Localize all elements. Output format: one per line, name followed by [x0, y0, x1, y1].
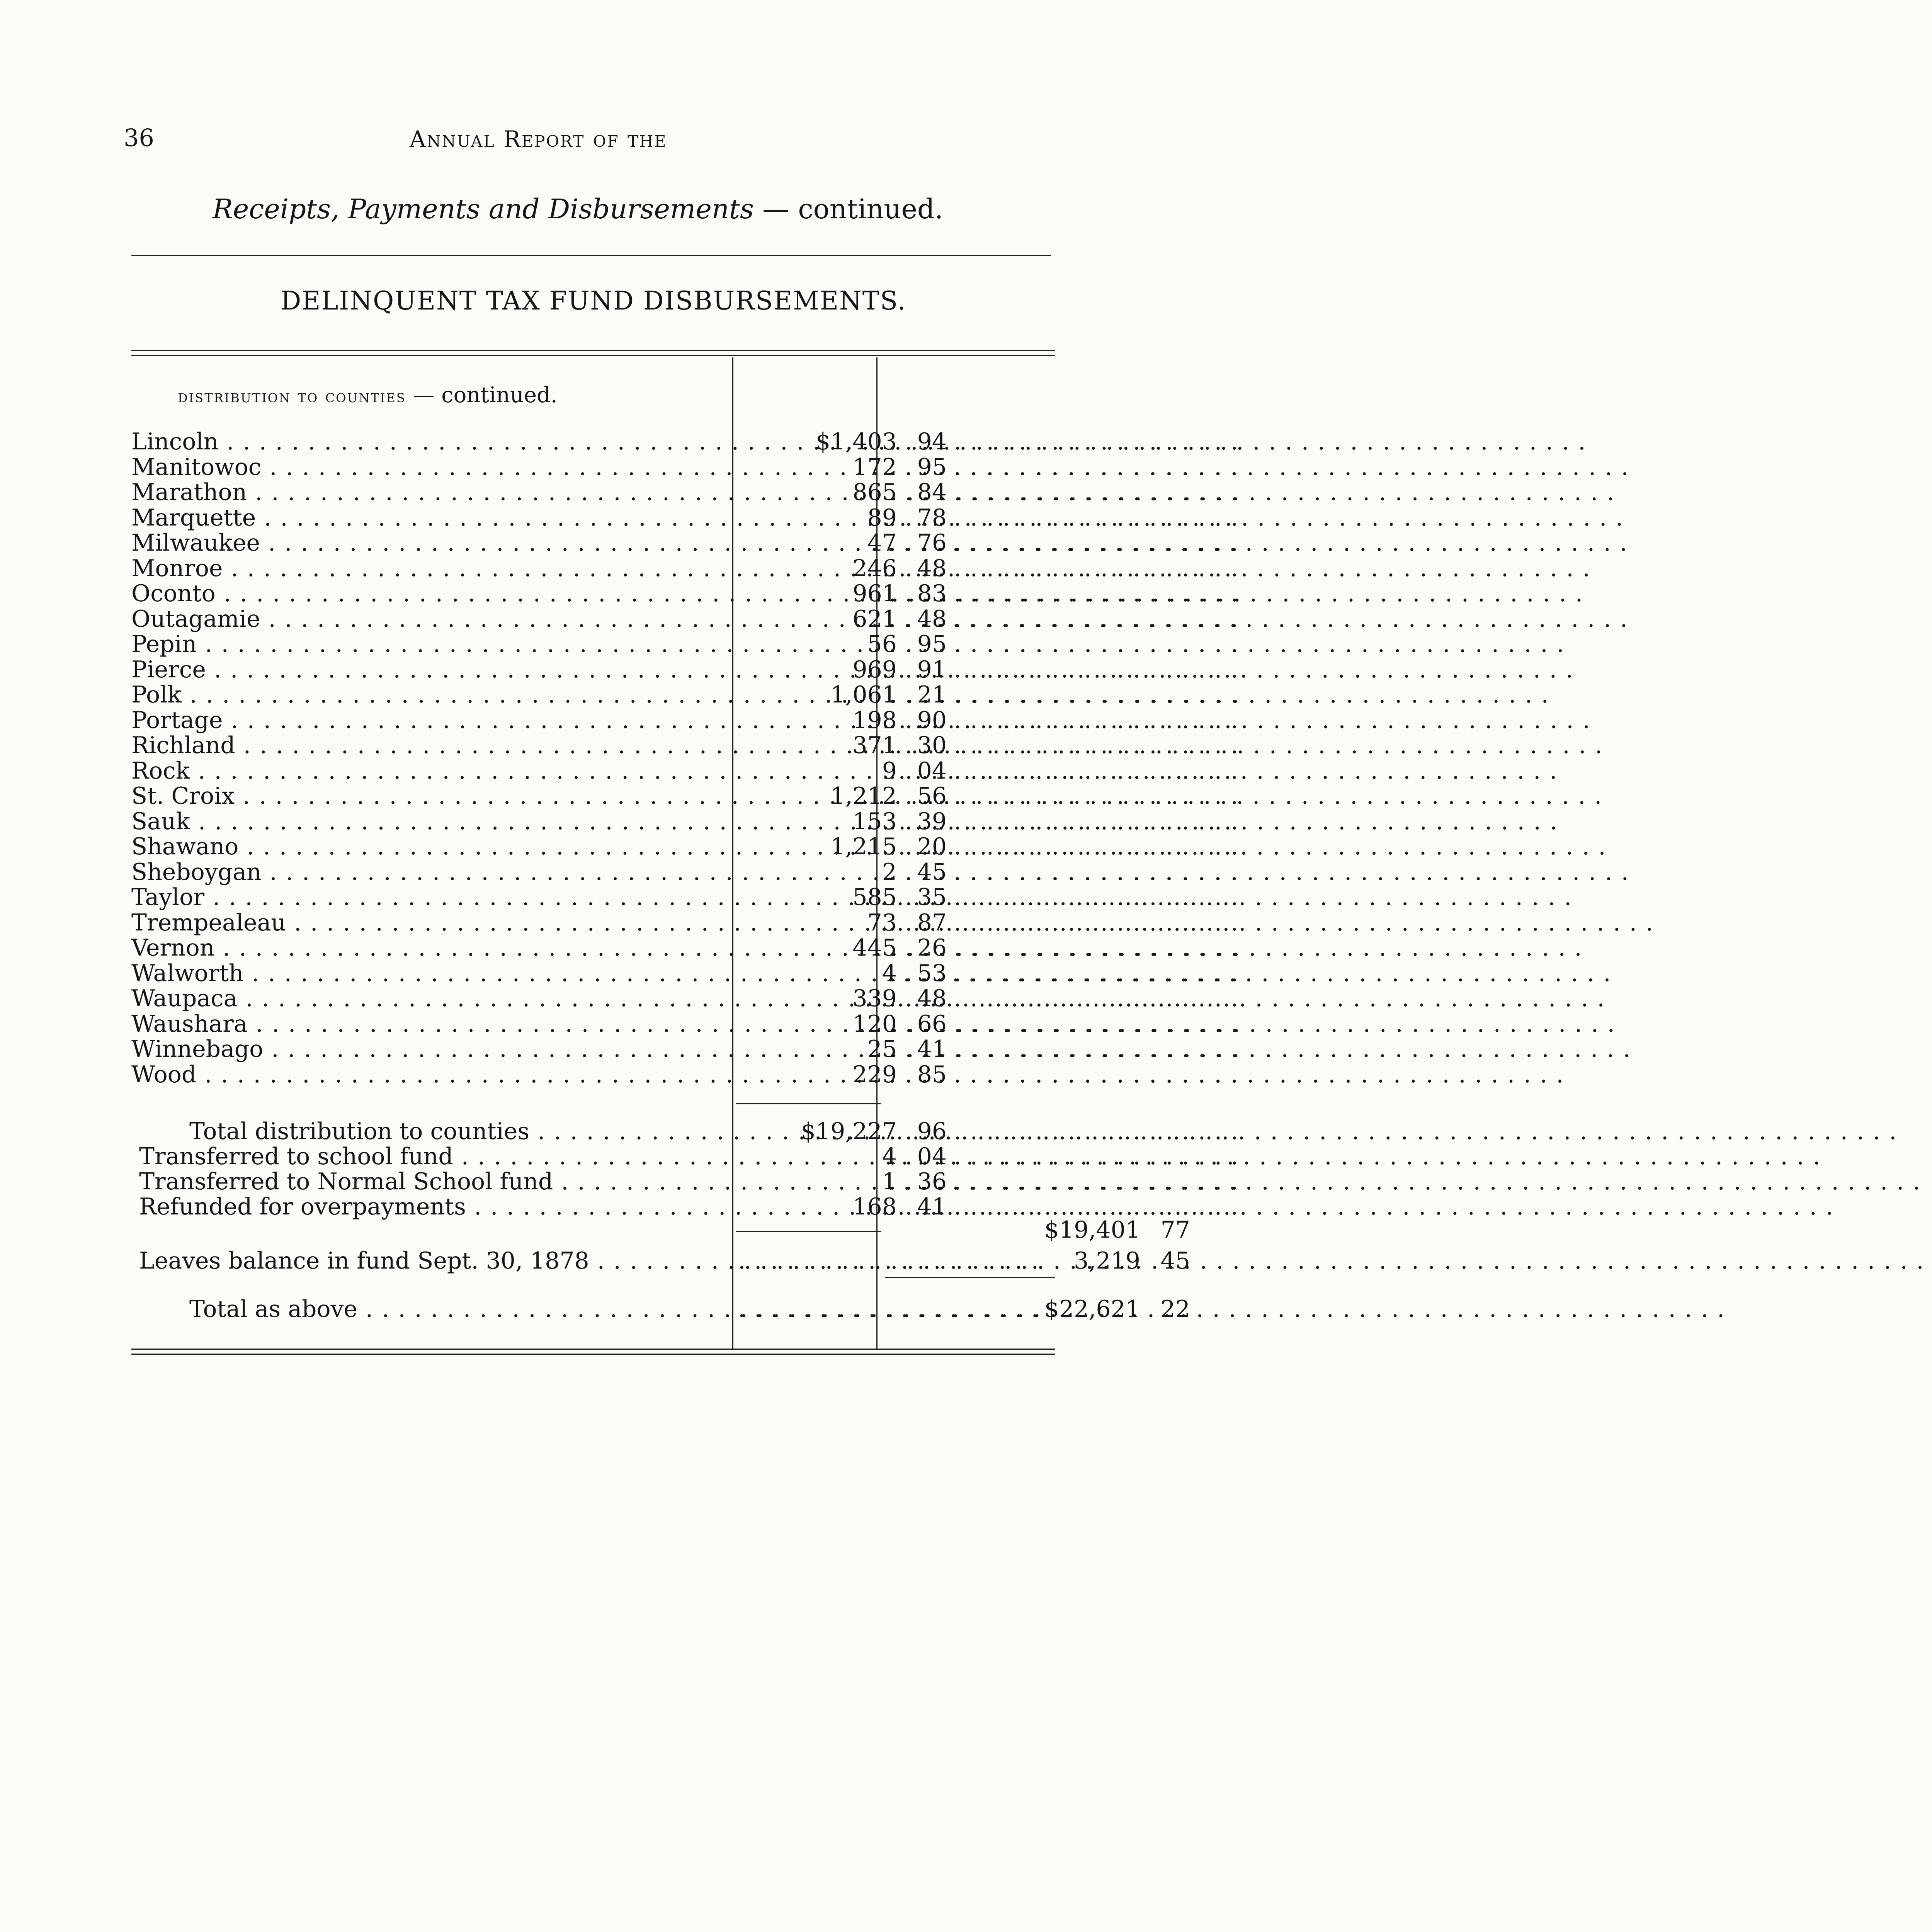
leader-dots: [889, 1119, 1051, 1144]
amount-cents: 66: [917, 1010, 947, 1037]
amount-dollars: $1,403: [815, 428, 897, 455]
county-name: Waushara . . .: [131, 1011, 715, 1037]
amount-dollars: 2: [882, 858, 897, 886]
grand-total-row: [131, 1296, 1190, 1323]
amount-cents: 96: [917, 1118, 947, 1145]
subtotal-row: [131, 1216, 1190, 1243]
county-name: Oconto . . .: [131, 581, 715, 606]
leader-dots: [889, 454, 1051, 480]
leader-dots: [889, 733, 1051, 758]
county-name: Refunded for overpayments . . .: [139, 1194, 715, 1219]
amount-cents: 04: [917, 1143, 947, 1170]
table-row: [131, 454, 1059, 480]
leader-dots: [889, 682, 1051, 707]
county-name: Rock . . .: [131, 758, 715, 784]
table-subheading: [178, 383, 558, 408]
amount-cents: 90: [917, 706, 947, 734]
amount-dollars: 1,215: [830, 833, 897, 860]
amount-dollars: 585: [852, 884, 897, 911]
amount-dollars: 339: [852, 985, 897, 1012]
amount-dollars: 1,212: [830, 782, 897, 810]
table-row: [131, 1062, 1059, 1087]
amount-dollars: 621: [852, 605, 897, 633]
amount-cents: 76: [917, 529, 947, 556]
balance-label: Leaves balance in fund Sept. 30, 1878 . . .: [139, 1248, 715, 1274]
amount-dollars: 89: [867, 504, 897, 531]
amount-dollars: 445: [852, 934, 897, 961]
amount-dollars: $19,227: [801, 1118, 897, 1145]
leader-dots: [889, 1169, 1051, 1194]
table-row: [131, 935, 1059, 961]
table-row: [131, 783, 1059, 809]
top-rule: [131, 255, 1051, 256]
leader-dots: [889, 480, 1051, 505]
amount-cents: 94: [917, 428, 947, 455]
table-row: [131, 682, 1059, 707]
table-row: [131, 1194, 1059, 1219]
table-row: [131, 505, 1059, 531]
table-bottom-double-rule: [131, 1349, 1055, 1355]
amount-dollars: 56: [867, 631, 897, 658]
amount-cents: 36: [917, 1168, 947, 1195]
county-name: Trempealeau . . .: [131, 910, 715, 935]
amount-cents: 39: [917, 808, 947, 835]
amount-cents: 78: [917, 504, 947, 531]
leader-dots: [889, 859, 1051, 885]
table-row: [131, 910, 1059, 935]
amount-cents: 95: [917, 631, 947, 658]
amount-dollars: 371: [852, 732, 897, 759]
table-row: [131, 961, 1059, 986]
subheading-suffix: — continued.: [413, 383, 558, 408]
amount-cents: 48: [917, 985, 947, 1012]
amount-dollars: 246: [852, 554, 897, 582]
leader-dots: [889, 606, 1051, 632]
county-name: Marathon . . .: [131, 480, 715, 505]
section-title: [213, 193, 943, 225]
county-name: Sauk . . .: [131, 809, 715, 834]
table-top-double-rule: [131, 350, 1055, 356]
grand-total-rule: [885, 1277, 1055, 1278]
county-name: Shawano . . .: [131, 834, 715, 859]
amount-dollars: 168: [852, 1193, 897, 1220]
table-row: [131, 707, 1059, 733]
running-title: Annual Report of the: [410, 126, 667, 152]
amount-dollars: 969: [852, 656, 897, 683]
amount-dollars: 1: [882, 1168, 897, 1195]
county-name: Transferred to Normal School fund . . .: [139, 1169, 715, 1194]
grand-total-label: Total as above . . .: [189, 1296, 715, 1322]
table-row: [131, 986, 1059, 1011]
table-row: [131, 884, 1059, 910]
table-row: [131, 657, 1059, 682]
county-name: Waupaca . . .: [131, 986, 715, 1011]
amount-cents: 26: [917, 934, 947, 961]
leader-dots: [889, 657, 1051, 682]
table-row: [131, 429, 1059, 454]
grand-total-amount: $22,621 22: [1044, 1296, 1190, 1323]
leader-dots: [889, 910, 1051, 935]
county-name: Manitowoc . . .: [131, 454, 715, 480]
leader-dots: [889, 1194, 1051, 1219]
running-head: [0, 116, 1187, 158]
leader-dots: [889, 505, 1051, 531]
amount-cents: 41: [917, 1193, 947, 1220]
table-title: DELINQUENT TAX FUND DISBURSEMENTS.: [281, 286, 906, 316]
leader-dots: [889, 884, 1051, 910]
amount-cents: 20: [917, 833, 947, 860]
leader-dots: [889, 556, 1051, 581]
county-name: St. Croix . . .: [131, 783, 715, 809]
table-row: [131, 1144, 1059, 1169]
balance-dots: [738, 1248, 881, 1274]
table-row: [131, 733, 1059, 758]
page-number: 36: [124, 124, 154, 152]
leader-dots: [889, 530, 1051, 556]
amount-cents: 91: [917, 656, 947, 683]
amount-dollars: 153: [852, 808, 897, 835]
subheading-text: distribution to counties: [178, 386, 406, 406]
leader-dots: [889, 986, 1051, 1011]
county-name: Wood . . .: [131, 1062, 715, 1087]
leader-dots: [889, 1011, 1051, 1037]
amount-cents: 84: [917, 479, 947, 506]
amount-cents: 53: [917, 959, 947, 987]
table-row: [131, 834, 1059, 859]
leader-dots: [889, 1144, 1051, 1169]
subtotal-rule-left: [736, 1103, 881, 1104]
amount-dollars: 4: [882, 1143, 897, 1170]
table-row: [131, 1011, 1059, 1037]
leader-dots: [889, 1036, 1051, 1062]
amount-dollars: 1,061: [830, 681, 897, 708]
county-name: Lincoln . . .: [131, 429, 715, 454]
amount-cents: 35: [917, 884, 947, 911]
amount-dollars: 47: [867, 529, 897, 556]
subtotal-amount: $19,401 77: [1044, 1216, 1190, 1243]
amount-cents: 48: [917, 605, 947, 633]
amount-cents: 48: [917, 554, 947, 582]
amount-dollars: 9: [882, 757, 897, 784]
leader-dots: [889, 707, 1051, 733]
county-name: Walworth . . .: [131, 961, 715, 986]
county-name: Sheboygan . . .: [131, 859, 715, 885]
county-name: Transferred to school fund . . .: [139, 1144, 715, 1169]
county-name: Outagamie . . .: [131, 606, 715, 632]
table-row: [131, 1169, 1059, 1194]
section-title-italic: Receipts, Payments and Disbursements: [213, 193, 754, 225]
amount-dollars: 73: [867, 909, 897, 936]
leader-dots: [889, 809, 1051, 834]
county-name: Milwaukee . . .: [131, 530, 715, 556]
table-row: [131, 859, 1059, 885]
leader-dots: [889, 631, 1051, 657]
amount-cents: 87: [917, 909, 947, 936]
county-name: Portage . . .: [131, 707, 715, 733]
amount-cents: 85: [917, 1061, 947, 1088]
county-name: Pierce . . .: [131, 657, 715, 682]
amount-cents: 56: [917, 782, 947, 810]
table-row: [131, 581, 1059, 606]
leader-dots: [889, 783, 1051, 809]
amount-dollars: 198: [852, 706, 897, 734]
county-name: Vernon . . .: [131, 935, 715, 961]
amount-dollars: 865: [852, 479, 897, 506]
table-row: [131, 530, 1059, 556]
leader-dots: [889, 834, 1051, 859]
section-title-suffix: — continued.: [762, 193, 944, 225]
summary-label: Total distribution to counties . . .: [189, 1119, 715, 1144]
amount-dollars: 120: [852, 1010, 897, 1037]
balance-row: [131, 1247, 1190, 1274]
leader-dots: [889, 1062, 1051, 1087]
leader-dots: [889, 429, 1051, 454]
amount-dollars: 172: [852, 453, 897, 481]
amount-cents: 21: [917, 681, 947, 708]
table-row: [131, 631, 1059, 657]
amount-cents: 41: [917, 1036, 947, 1063]
amount-cents: 95: [917, 453, 947, 481]
table-row: [131, 809, 1059, 834]
table-row: [131, 1036, 1059, 1062]
grand-total-dots: [738, 1296, 881, 1322]
county-name: Taylor . . .: [131, 884, 715, 910]
amount-cents: 45: [917, 858, 947, 886]
county-name: Winnebago . . .: [131, 1036, 715, 1062]
amount-cents: 83: [917, 580, 947, 607]
leader-dots: [889, 961, 1051, 986]
amount-dollars: 229: [852, 1061, 897, 1088]
county-name: Pepin . . .: [131, 631, 715, 657]
amount-cents: 04: [917, 757, 947, 784]
amount-dollars: 961: [852, 580, 897, 607]
county-name: Marquette . . .: [131, 505, 715, 531]
table-row: [131, 556, 1059, 581]
amount-cents: 30: [917, 732, 947, 759]
leader-dots: [889, 935, 1051, 961]
table-row: [131, 606, 1059, 632]
amount-dollars: 25: [867, 1036, 897, 1063]
leader-dots: [889, 581, 1051, 606]
county-name: Monroe . . .: [131, 556, 715, 581]
table-row: [131, 480, 1059, 505]
county-name: Polk . . .: [131, 682, 715, 707]
amount-dollars: 4: [882, 959, 897, 987]
table-row: [131, 758, 1059, 784]
leader-dots: [889, 758, 1051, 784]
county-name: Richland . . .: [131, 733, 715, 758]
balance-amount: 3,219 45: [1074, 1247, 1190, 1274]
summary-row: [131, 1119, 1059, 1144]
